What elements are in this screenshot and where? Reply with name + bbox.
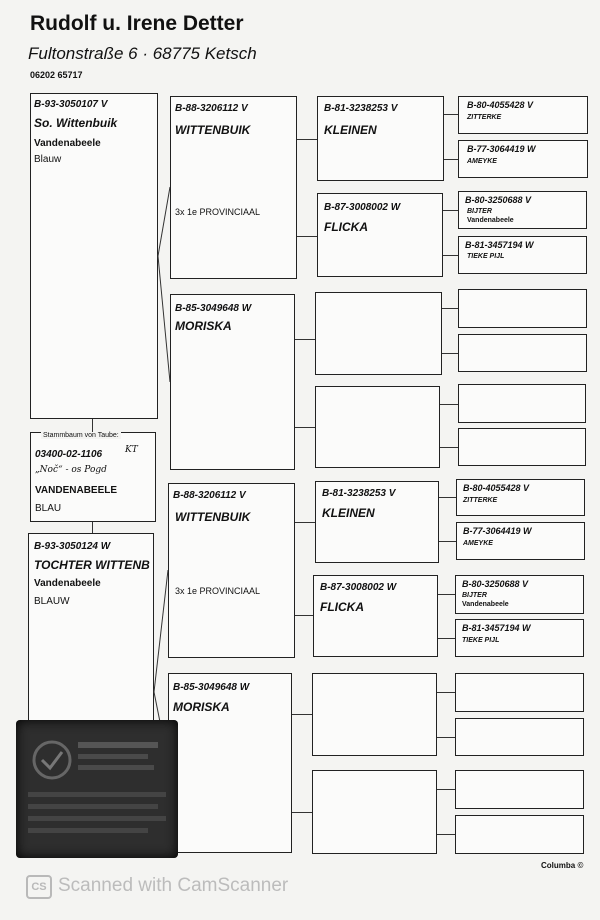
owner-phone: 06202 65717 [30, 70, 83, 80]
g-box [458, 96, 588, 134]
connector [438, 638, 455, 639]
camscanner-watermark: Scanned with CamScanner [58, 875, 289, 896]
ss-box [170, 96, 297, 279]
g-box [458, 289, 587, 328]
g-ring: B-81-3457194 W [465, 240, 534, 250]
g-box [458, 384, 586, 423]
ds-ring: B-88-3206112 V [173, 490, 246, 501]
sire-ring: B-93-3050107 V [34, 99, 108, 110]
ssd-box [317, 193, 443, 277]
ss-note: 3x 1e PROVINCIAAL [175, 207, 261, 217]
g-box [458, 140, 588, 178]
connector [444, 114, 458, 115]
g-ring: B-80-4055428 V [463, 483, 530, 493]
g-box [455, 673, 584, 712]
pigeon-breeder: VANDENABEELE [35, 485, 118, 496]
g-box [455, 575, 584, 614]
connector [439, 497, 456, 498]
connector [92, 522, 93, 533]
connector [442, 353, 458, 354]
stamp-icon [16, 720, 178, 858]
g-ring: B-80-3250688 V [462, 579, 529, 589]
g-box [458, 428, 586, 466]
connector [440, 447, 458, 448]
g-box [456, 479, 585, 516]
ddd-box [312, 770, 437, 854]
pigeon-note-kt: KT [125, 445, 138, 455]
g-name: AMEYKE [463, 540, 493, 547]
dss-ring: B-81-3238253 V [322, 488, 396, 499]
g-box [455, 718, 584, 756]
g-ring: B-80-4055428 V [467, 100, 534, 110]
g-name: TIEKE PIJL [467, 253, 505, 260]
dss-name: KLEINEN [322, 506, 375, 520]
g-ring: B-77-3064419 W [463, 526, 532, 536]
connector [295, 339, 315, 340]
g-extra: Vandenabeele [467, 217, 514, 224]
g-box [458, 191, 587, 229]
pigeon-box [30, 432, 156, 522]
sdd-box [315, 386, 440, 468]
owner-name: Rudolf u. Irene Detter [30, 12, 244, 35]
connector [292, 812, 312, 813]
sire-box [30, 93, 158, 419]
columba-mark: Columba © [541, 861, 584, 870]
ss-name: WITTENBUIK [175, 123, 251, 137]
pigeon-ring: 03400-02-1106 [35, 449, 103, 460]
connector [437, 692, 455, 693]
pigeon-label: Stammbaum von Taube: [43, 432, 119, 439]
sire-color: Blauw [34, 154, 62, 165]
pigeon-note: „Noč“ - os Pogd [35, 465, 107, 475]
connector [297, 139, 317, 140]
stamp-pattern [16, 720, 178, 858]
sd-ring: B-85-3049648 W [175, 303, 252, 314]
g-name: BIJTER [462, 592, 487, 599]
g-name: TIEKE PIJL [462, 637, 500, 644]
connector [438, 594, 455, 595]
connector [444, 159, 458, 160]
camscanner-logo-icon [26, 875, 52, 899]
sss-box [317, 96, 444, 181]
g-name: AMEYKE [467, 158, 497, 165]
g-ring: B-81-3457194 W [462, 623, 531, 633]
g-box [455, 619, 584, 657]
camscanner-logo-text: CS [31, 881, 47, 893]
ds-name: WITTENBUIK [175, 510, 251, 524]
dam-color: BLAUW [34, 596, 70, 607]
connector [295, 522, 315, 523]
connector [295, 615, 313, 616]
g-name: ZITTERKE [463, 497, 498, 504]
dd-box [168, 673, 292, 853]
g-name: BIJTER [467, 208, 492, 215]
dam-breeder: Vandenabeele [34, 578, 101, 589]
connector [297, 236, 317, 237]
ds-note: 3x 1e PROVINCIAAL [175, 586, 261, 596]
sss-ring: B-81-3238253 V [324, 103, 398, 114]
connector [437, 737, 455, 738]
g-box [458, 334, 587, 372]
g-name: ZITTERKE [467, 114, 502, 121]
sire-name: So. Wittenbuik [34, 116, 118, 130]
dds-box [312, 673, 437, 756]
g-ring: B-77-3064419 W [467, 144, 536, 154]
connector [295, 427, 315, 428]
connector [442, 308, 458, 309]
g-box [455, 770, 584, 809]
sss-name: KLEINEN [324, 123, 377, 137]
dss-box [315, 481, 439, 563]
connector [443, 255, 458, 256]
g-box [456, 522, 585, 560]
g-ring: B-80-3250688 V [465, 195, 532, 205]
pigeon-color: BLAU [35, 503, 62, 514]
g-box [458, 236, 587, 274]
ssd-ring: B-87-3008002 W [324, 202, 401, 213]
connector [439, 541, 456, 542]
g-box [455, 815, 584, 854]
dsd-box [313, 575, 438, 657]
dd-ring: B-85-3049648 W [173, 682, 250, 693]
ssd-name: FLICKA [324, 220, 368, 234]
connector [292, 714, 312, 715]
owner-address: Fultonstraße 6 · 68775 Ketsch [28, 44, 257, 63]
sds-box [315, 292, 442, 375]
connector [440, 404, 458, 405]
g-extra: Vandenabeele [462, 601, 509, 608]
dam-ring: B-93-3050124 W [34, 541, 111, 552]
sd-name: MORISKA [175, 319, 232, 333]
dd-name: MORISKA [173, 700, 230, 714]
dsd-ring: B-87-3008002 W [320, 582, 397, 593]
connector [92, 419, 93, 432]
ss-ring: B-88-3206112 V [175, 103, 248, 114]
dsd-name: FLICKA [320, 600, 364, 614]
connector [443, 210, 458, 211]
dam-name: TOCHTER WITTENB [34, 558, 150, 572]
sire-breeder: Vandenabeele [34, 138, 101, 149]
connector [437, 789, 455, 790]
connector [437, 834, 455, 835]
sd-box [170, 294, 295, 470]
ds-box [168, 483, 295, 658]
